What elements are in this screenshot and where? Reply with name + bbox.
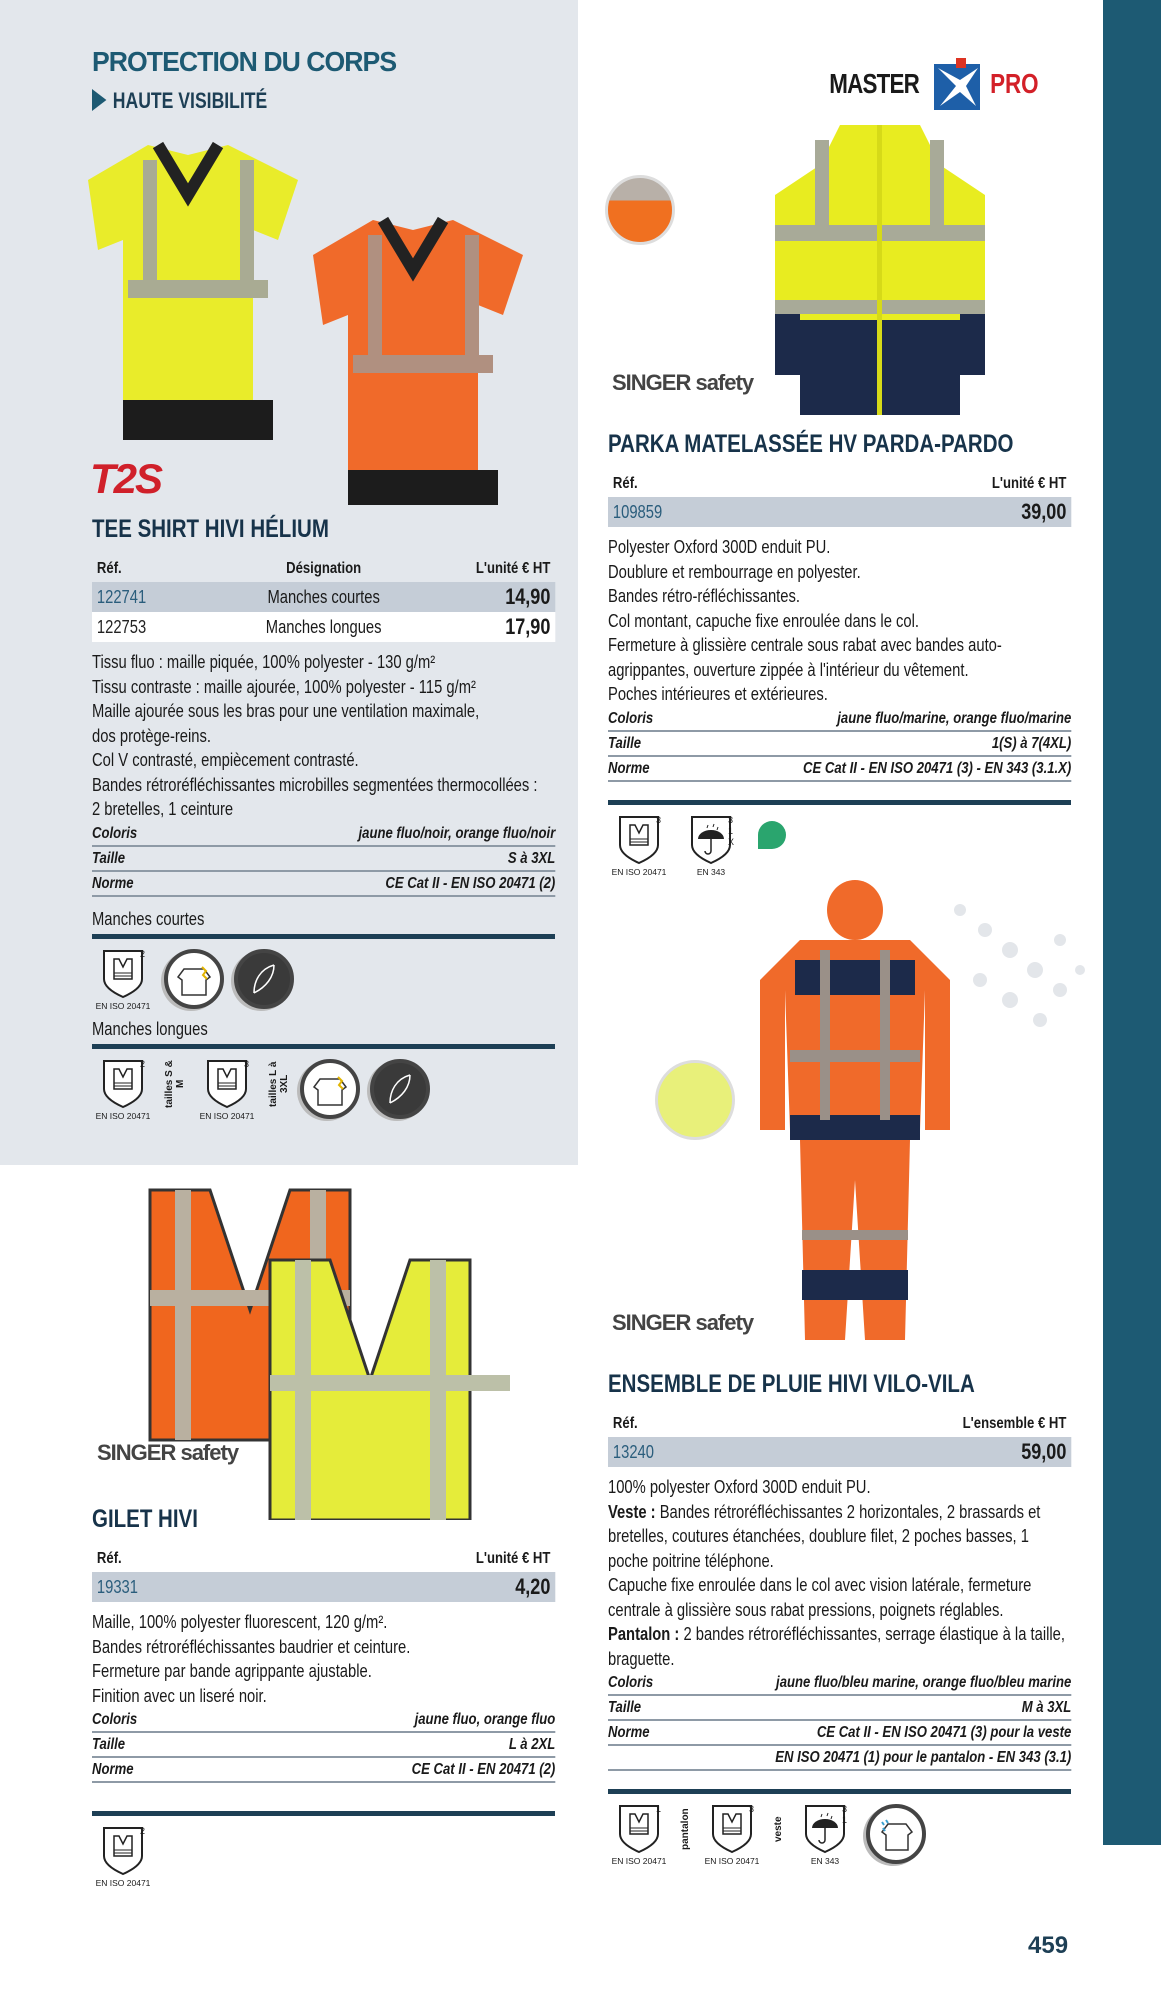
ventilation-shirt-icon — [164, 949, 224, 1009]
subsection-title — [92, 88, 267, 114]
spec-label: Coloris — [608, 1674, 654, 1691]
spec-row-norme — [92, 1758, 555, 1783]
waterproof-jacket-icon — [866, 1804, 926, 1864]
spec-row-coloris — [608, 1671, 1071, 1696]
desc-line: Tissu fluo : maille piquée, 100% polyester - 130 g/m² — [92, 652, 436, 672]
tee-shirts-photo — [88, 140, 538, 505]
en-343-rain-icon — [680, 815, 742, 877]
level: 3 — [749, 1804, 755, 1814]
en-iso-20471-icon — [196, 1059, 258, 1121]
caption: EN ISO 20471 — [95, 1000, 151, 1011]
size-note: tailles L à 3XL — [268, 1060, 290, 1107]
spec-label: Coloris — [608, 709, 654, 727]
desc-line: Col montant, capuche fixe enroulée dans le col. — [608, 610, 919, 631]
price-value: 17,90 — [505, 614, 551, 639]
desc-line: dos protège-reins. — [92, 725, 211, 746]
col-ref: Réf. — [96, 1550, 122, 1567]
caption: EN 343 — [810, 1856, 840, 1866]
designation-value: Manches courtes — [267, 586, 380, 607]
product-description — [92, 650, 555, 822]
desc-line: Poches intérieures et extérieures. — [608, 684, 828, 704]
ref-value: 122741 — [96, 586, 147, 607]
ref-value: 19331 — [96, 1576, 138, 1597]
spec-row-taille — [608, 732, 1071, 757]
t2s-logo: T2S — [90, 455, 162, 502]
spec-value: L à 2XL — [508, 1736, 556, 1753]
divider-bar — [92, 934, 555, 939]
spec-label: Norme — [92, 1761, 134, 1778]
spec-row-norme — [608, 757, 1071, 782]
col-ref: Réf. — [96, 560, 122, 577]
page-number: 459 — [1028, 1932, 1069, 1959]
spec-value: jaune fluo/marine, orange fluo/marine — [837, 709, 1072, 727]
spec-row-norme — [92, 872, 555, 897]
product-description — [608, 535, 1071, 707]
pantalon-label: Pantalon : — [608, 1624, 680, 1644]
product-title: ENSEMBLE DE PLUIE HIVI VILO-VILA — [608, 1370, 975, 1398]
col-designation: Désignation — [286, 560, 362, 577]
table-header — [92, 556, 555, 582]
spec-row-coloris — [92, 822, 555, 847]
lightweight-feather-icon — [370, 1059, 430, 1119]
spec-value: S à 3XL — [507, 849, 556, 867]
table-row — [608, 1437, 1071, 1467]
desc-line: Bandes rétro-réfléchissantes. — [608, 586, 800, 606]
col-ref: Réf. — [612, 475, 638, 492]
singer-safety-logo: SINGER safety — [612, 370, 754, 395]
long-sleeves-label: Manches longues — [92, 1018, 208, 1039]
spec-row-norme-continued — [608, 1746, 1071, 1771]
table-header — [608, 1411, 1071, 1437]
spec-row-taille — [608, 1696, 1071, 1721]
spec-value: CE Cat II - EN ISO 20471 (3) pour la veste — [816, 1724, 1072, 1741]
col-price: L'unité € HT — [475, 1550, 551, 1567]
desc-line: Bandes rétroréfléchissantes baudrier et ceinture. — [92, 1636, 411, 1657]
product-title: PARKA MATELASSÉE HV PARDA-PARDO — [608, 430, 1014, 458]
table-row — [608, 497, 1071, 527]
col-price: L'unité € HT — [475, 560, 551, 577]
pantalon-text: 2 bandes rétroréfléchissantes, serrage élastique à la taille, braguette. — [608, 1624, 1065, 1669]
short-sleeve-icons — [92, 949, 555, 1011]
ref-value: 13240 — [612, 1441, 654, 1462]
star-logo-icon — [934, 58, 980, 110]
spec-value: 1(S) à 7(4XL) — [991, 734, 1072, 752]
desc-line: Doublure et rembourrage en polyester. — [608, 561, 861, 582]
en-iso-20471-icon — [92, 949, 154, 1011]
level: 3 1 X — [728, 814, 735, 847]
desc-line: Finition avec un liseré noir. — [92, 1685, 267, 1706]
side-tab-strip — [1103, 0, 1161, 1845]
table-row — [92, 1572, 555, 1602]
gilet-section — [92, 1505, 555, 1888]
desc-line: Capuche fixe enroulée dans le col avec vision latérale, fermeture centrale à glissière sous rabat pressions, poignets réglables. — [608, 1575, 1032, 1620]
logo-text-master: MASTER — [829, 68, 920, 99]
singer-safety-logo: SINGER safety — [97, 1440, 239, 1465]
desc-line: agrippantes, ouverture zippée à l'intérieur du vêtement. — [608, 659, 969, 680]
ref-value: 122753 — [96, 616, 147, 637]
level: 3 — [656, 814, 662, 825]
spec-label: Norme — [608, 759, 650, 777]
table-header — [608, 471, 1071, 497]
col-ref: Réf. — [612, 1415, 638, 1432]
en-iso-20471-icon — [701, 1804, 763, 1866]
gilet-icons — [92, 1826, 555, 1888]
spec-row-coloris — [608, 707, 1071, 732]
spec-row-norme — [608, 1721, 1071, 1746]
parka-icons — [608, 815, 1071, 877]
spec-value: EN ISO 20471 (1) pour le pantalon - EN 343 (3.1) — [775, 1749, 1072, 1766]
size-note: tailles S & M — [164, 1059, 186, 1108]
caption: EN ISO 20471 — [95, 1878, 151, 1888]
desc-line: Maille, 100% polyester fluorescent, 120 g/m². — [92, 1612, 388, 1632]
spec-row-taille — [92, 847, 555, 872]
desc-line: Fermeture à glissière centrale sous rabat avec bandes auto- — [608, 635, 1002, 655]
long-sleeve-icons — [92, 1059, 555, 1121]
spec-label: Taille — [608, 734, 642, 752]
desc-line: 100% polyester Oxford 300D enduit PU. — [608, 1477, 871, 1497]
desc-line: 2 bretelles, 1 ceinture — [92, 799, 234, 819]
veste-text: Bandes rétroréfléchissantes 2 horizontales, 2 brassards et bretelles, coutures étanchées, doublure filet, 2 poches basses, 1 poche poitrine téléphone. — [608, 1501, 1041, 1571]
spec-value: jaune fluo/noir, orange fluo/noir — [358, 824, 556, 842]
table-header — [92, 1546, 555, 1572]
level: 1 — [656, 1804, 662, 1814]
ensemble-icons — [608, 1804, 1071, 1866]
level: 2 — [140, 948, 146, 959]
oeko-tex-label-icon — [758, 821, 786, 849]
spec-row-coloris — [92, 1708, 555, 1733]
desc-line: Polyester Oxford 300D enduit PU. — [608, 537, 831, 557]
color-swatch-orange — [605, 175, 675, 245]
masterpro-logo — [818, 58, 1045, 110]
spec-label: Taille — [92, 849, 126, 867]
caption: EN ISO 20471 — [704, 1856, 760, 1866]
short-sleeves-label: Manches courtes — [92, 908, 205, 929]
spec-row-taille — [92, 1733, 555, 1758]
section-title: PROTECTION DU CORPS — [92, 46, 397, 77]
spec-value: M à 3XL — [1021, 1699, 1072, 1716]
spec-label: Norme — [92, 874, 134, 892]
caption: EN ISO 20471 — [611, 1856, 667, 1866]
product-title: TEE SHIRT HIVI HÉLIUM — [92, 515, 329, 543]
spec-label: Coloris — [92, 1711, 138, 1728]
triangle-bullet-icon — [92, 89, 106, 111]
caption: EN ISO 20471 — [199, 1110, 255, 1121]
en-iso-20471-icon — [92, 1059, 154, 1121]
level: 3 1 — [842, 1804, 848, 1825]
spec-value: CE Cat II - EN 20471 (2) — [411, 1761, 556, 1778]
spec-label: Norme — [608, 1724, 650, 1741]
level: 3 — [244, 1058, 250, 1069]
color-swatch-yellow — [655, 1060, 735, 1140]
subsection-label: HAUTE VISIBILITÉ — [112, 88, 268, 113]
spec-value: CE Cat II - EN ISO 20471 (3) - EN 343 (3.1.X) — [802, 759, 1072, 777]
price-value: 14,90 — [505, 584, 551, 609]
spec-label: Coloris — [92, 824, 138, 842]
yellow-vest — [270, 1260, 510, 1520]
desc-line: Col V contrasté, empiècement contrasté. — [92, 750, 359, 770]
orange-tee-shirt — [313, 220, 523, 505]
designation-value: Manches longues — [265, 616, 382, 637]
caption: EN 343 — [696, 866, 726, 877]
caption: EN ISO 20471 — [95, 1110, 151, 1121]
desc-veste — [608, 1500, 1071, 1574]
level: 2 — [140, 1826, 146, 1836]
spec-label: Taille — [92, 1736, 126, 1753]
parka-section — [608, 430, 1071, 877]
divider-bar — [92, 1811, 555, 1816]
ventilation-shirt-icon — [300, 1059, 360, 1119]
table-row — [92, 612, 555, 642]
en-iso-20471-icon — [608, 815, 670, 877]
desc-line: Tissu contraste : maille ajourée, 100% polyester - 115 g/m² — [92, 676, 476, 697]
table-row — [92, 582, 555, 612]
spec-value: CE Cat II - EN ISO 20471 (2) — [385, 874, 556, 892]
desc-line: Maille ajourée sous les bras pour une ventilation maximale, — [92, 701, 480, 721]
ensemble-section — [608, 1370, 1071, 1866]
spec-value: jaune fluo, orange fluo — [414, 1711, 556, 1728]
en-343-rain-icon — [794, 1804, 856, 1866]
product-description — [92, 1610, 555, 1708]
desc-line: Fermeture par bande agrippante ajustable. — [92, 1661, 372, 1681]
col-price: L'ensemble € HT — [962, 1415, 1067, 1432]
spec-value: jaune fluo/bleu marine, orange fluo/bleu marine — [776, 1674, 1072, 1691]
garment-note: pantalon — [680, 1808, 691, 1850]
product-title: GILET HIVI — [92, 1505, 198, 1533]
product-description — [608, 1475, 1071, 1671]
price-value: 39,00 — [1021, 499, 1067, 524]
level: 2 — [140, 1058, 146, 1069]
garment-note: veste — [773, 1816, 784, 1842]
caption: EN ISO 20471 — [611, 866, 667, 877]
spec-label: Taille — [608, 1699, 642, 1716]
vests-photo — [140, 1180, 520, 1520]
en-iso-20471-icon — [92, 1826, 154, 1888]
yellow-tee-shirt — [88, 145, 298, 440]
rain-suit-photo — [750, 880, 960, 1360]
singer-safety-logo: SINGER safety — [612, 1310, 754, 1335]
ref-value: 109859 — [612, 501, 663, 522]
desc-pantalon — [608, 1622, 1071, 1671]
lightweight-feather-icon — [234, 949, 294, 1009]
logo-text-pro: PRO — [990, 68, 1039, 99]
desc-line: Bandes rétroréfléchissantes microbilles segmentées thermocollées : — [92, 774, 538, 795]
veste-label: Veste : — [608, 1501, 656, 1522]
divider-bar — [608, 800, 1071, 805]
divider-bar — [608, 1789, 1071, 1794]
price-value: 4,20 — [515, 1574, 551, 1599]
parka-photo — [765, 120, 995, 420]
en-iso-20471-icon — [608, 1804, 670, 1866]
col-price: L'unité € HT — [991, 475, 1067, 492]
teeshirt-section — [92, 515, 555, 1121]
divider-bar — [92, 1044, 555, 1049]
price-value: 59,00 — [1021, 1439, 1067, 1464]
